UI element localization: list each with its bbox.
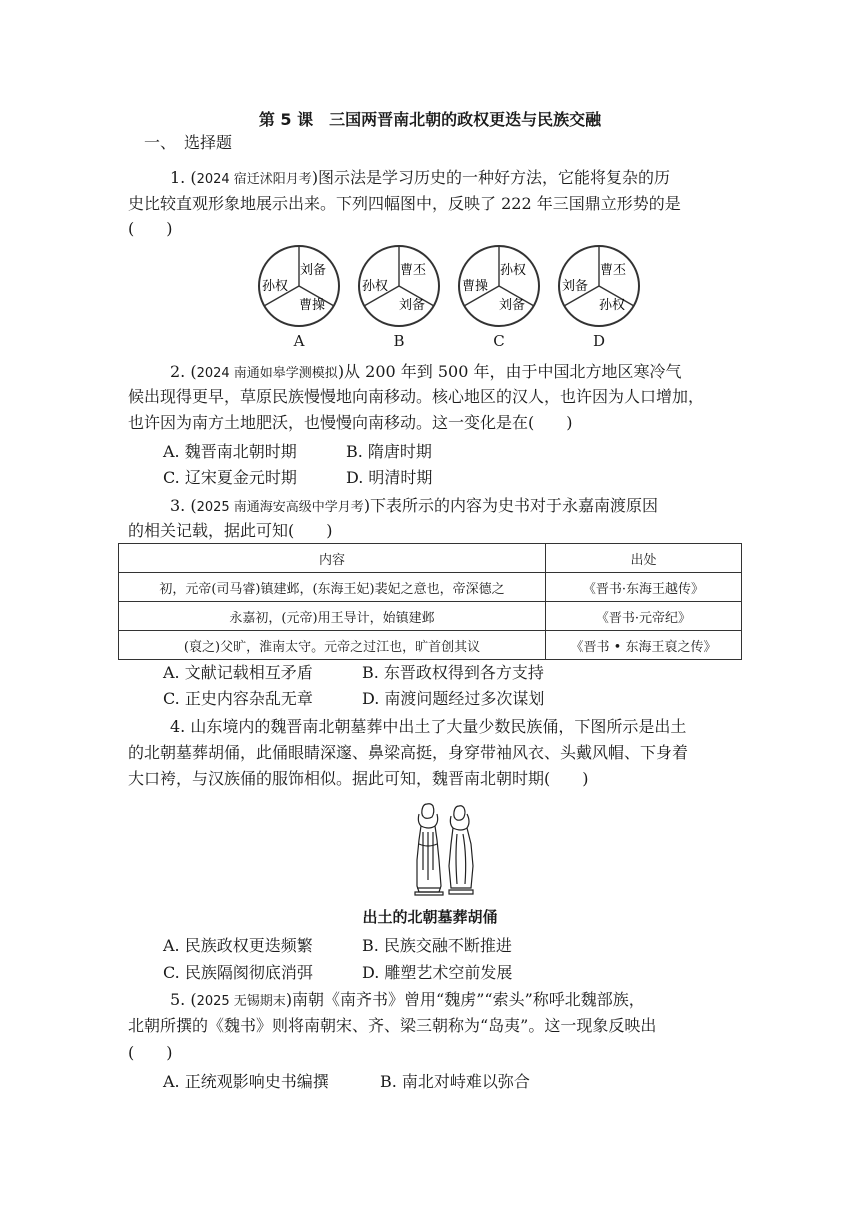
question-5-option-b: B. 南北对峙难以弥合 <box>380 1072 530 1091</box>
question-3-line-2: 的相关记载，据此可知( ) <box>128 521 333 540</box>
question-5-line-3: ( ) <box>128 1043 173 1062</box>
question-4-option-d: D. 雕塑艺术空前发展 <box>362 963 513 982</box>
table-cell: 《晋书 • 东海王裒之传》 <box>546 631 742 660</box>
question-5-line-1: 5. (2025 无锡期末)南朝《南齐书》曾用“魏虏”“索头”称呼北魏部族， <box>170 990 645 1009</box>
diagram-d-letter: D <box>592 332 606 350</box>
section-heading: 一、 选择题 <box>144 133 233 152</box>
diagram-b-top-label: 曹丕 <box>400 263 427 278</box>
diagram-a-top-label: 刘备 <box>300 263 327 278</box>
lesson-title: 第 5 课 三国两晋南北朝的政权更迭与民族交融 <box>258 110 602 129</box>
question-1-source: 2024 宿迁沭阳月考 <box>196 172 312 187</box>
question-5-source: 2025 无锡期末 <box>196 994 286 1009</box>
figure-caption: 出土的北朝墓葬胡俑 <box>362 908 498 926</box>
table-cell: 《晋书·元帝纪》 <box>546 602 742 631</box>
diagram-a-bottom-label: 曹操 <box>299 298 326 313</box>
table-header-content: 内容 <box>119 544 546 573</box>
table-cell: (裒之)父旷，淮南太守。元帝之过江也，旷首创其议 <box>119 631 546 660</box>
table-row <box>119 573 742 602</box>
diagram-option-c <box>454 244 544 350</box>
three-kingdoms-diagrams <box>250 244 670 352</box>
question-4-option-c: C. 民族隔阂彻底消弭 <box>163 963 313 982</box>
diagram-a-left-label: 孙权 <box>262 279 289 294</box>
question-3-option-b: B. 东晋政权得到各方支持 <box>362 663 544 682</box>
diagram-c-letter: C <box>493 332 505 350</box>
diagram-c-top-label: 孙权 <box>500 263 527 278</box>
table-header-row <box>119 544 742 573</box>
diagram-option-b <box>354 244 444 350</box>
diagram-option-a <box>254 244 344 350</box>
diagram-d-bottom-label: 孙权 <box>599 298 626 313</box>
diagram-b-letter: B <box>393 332 405 350</box>
source-table <box>118 543 742 660</box>
question-2-line-1: 2. (2024 南通如皋学测模拟)从 200 年到 500 年，由于中国北方地区寒冷气 <box>170 362 682 381</box>
question-3-option-a: A. 文献记载相互矛盾 <box>163 663 313 682</box>
table-cell: 初，元帝(司马睿)镇建邺，(东海王妃)裴妃之意也，帝深德之 <box>119 573 546 602</box>
diagram-c-bottom-label: 刘备 <box>499 298 526 313</box>
question-2-option-c: C. 辽宋夏金元时期 <box>163 468 297 487</box>
question-1-line-1: 1. (2024 宿迁沭阳月考)图示法是学习历史的一种好方法，它能将复杂的历 <box>170 168 671 187</box>
question-5-line-2: 北朝所撰的《魏书》则将南朝宋、齐、梁三朝称为“岛夷”。这一现象反映出 <box>128 1016 657 1035</box>
question-4-line-3: 大口袴，与汉族俑的服饰相似。据此可知，魏晋南北朝时期( ) <box>128 769 589 788</box>
diagram-d-top-label: 曹丕 <box>600 263 627 278</box>
question-2-option-a: A. 魏晋南北朝时期 <box>163 442 297 461</box>
question-3-source: 2025 南通海安高级中学月考 <box>196 500 364 515</box>
table-cell: 《晋书·东海王越传》 <box>546 573 742 602</box>
question-4-option-a: A. 民族政权更迭频繁 <box>163 936 313 955</box>
question-2-option-d: D. 明清时期 <box>346 468 433 487</box>
diagram-b-bottom-label: 刘备 <box>399 298 426 313</box>
question-2-source: 2024 南通如皋学测模拟 <box>196 366 338 381</box>
question-3-option-c: C. 正史内容杂乱无章 <box>163 689 313 708</box>
question-2-option-b: B. 隋唐时期 <box>346 442 432 461</box>
question-3-option-d: D. 南渡问题经过多次谋划 <box>362 689 545 708</box>
question-2-line-3: 也许因为南方土地肥沃，也慢慢向南移动。这一变化是在( ) <box>128 413 573 432</box>
question-5-option-a: A. 正统观影响史书编撰 <box>163 1072 329 1091</box>
table-row <box>119 631 742 660</box>
question-4-line-2: 的北朝墓葬胡俑，此俑眼睛深邃、鼻梁高挺，身穿带袖风衣、头戴风帽、下身着 <box>128 743 689 762</box>
diagram-b-left-label: 孙权 <box>362 279 389 294</box>
question-3-line-1: 3. (2025 南通海安高级中学月考)下表所示的内容为史书对于永嘉南渡原因 <box>170 496 659 515</box>
table-header-source: 出处 <box>546 544 742 573</box>
question-4-line-1: 4. 山东境内的魏晋南北朝墓葬中出土了大量少数民族俑，下图所示是出土 <box>170 717 687 736</box>
question-1-line-2: 史比较直观形象地展示出来。下列四幅图中，反映了 222 年三国鼎立形势的是 <box>128 194 681 213</box>
diagram-c-left-label: 曹操 <box>462 279 489 294</box>
table-row <box>119 602 742 631</box>
diagram-d-left-label: 刘备 <box>562 279 589 294</box>
question-1-line-3: ( ) <box>128 219 173 238</box>
tomb-figurine-illustration <box>405 800 485 900</box>
question-2-line-2: 候出现得更早，草原民族慢慢地向南移动。核心地区的汉人，也许因为人口增加， <box>128 387 705 406</box>
table-cell: 永嘉初，(元帝)用王导计，始镇建邺 <box>119 602 546 631</box>
diagram-a-letter: A <box>293 332 305 350</box>
diagram-option-d <box>554 244 644 350</box>
question-4-option-b: B. 民族交融不断推进 <box>362 936 512 955</box>
